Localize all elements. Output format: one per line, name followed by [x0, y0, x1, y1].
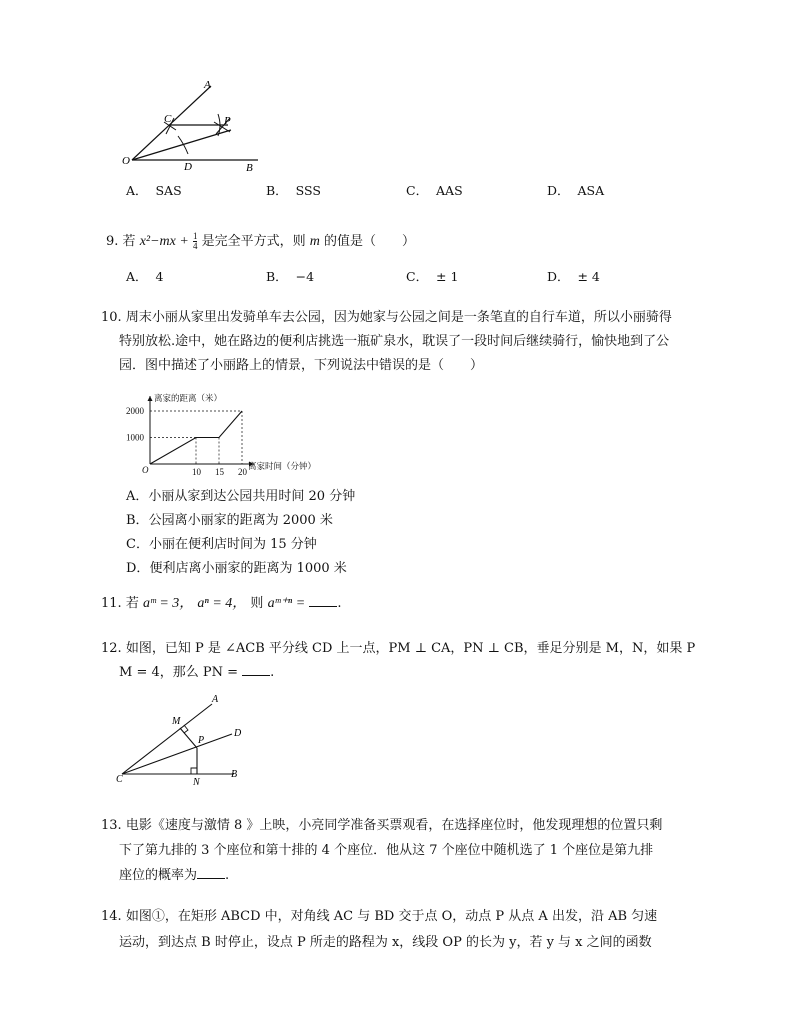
- fig2-label-d: D: [234, 728, 242, 739]
- question-14: 14. 如图①，在矩形 ABCD 中，对角线 AC 与 BD 交于点 O，动点 P 从点 A 出发，沿 AB 匀速 运动，到达点 B 时停止，设点 P 所走的路程为 x，线段 OP 的长为 y，若 y 与 x 之间的函数: [101, 909, 658, 950]
- question-11: 11. 若 aᵐ = 3， aⁿ = 4， 则 aᵐ⁺ⁿ = .: [101, 592, 341, 616]
- q13-answer-blank[interactable]: [197, 864, 225, 879]
- y-axis-arrow: [148, 396, 153, 401]
- question-10: 10. 周末小丽从家里出发骑单车去公园，因为她家与公园之间是一条笔直的自行车道，所以小丽骑得 特别放松.途中，她在路边的便利店挑选一瓶矿泉水，耽误了一段时间后继续骑行，愉快地到了公 园．图中描述了小丽路上的情景，下列说法中错误的是（ ）: [101, 310, 672, 373]
- question-13: 13. 电影《速度与激情 8 》上映，小亮同学准备买票观看，在选择座位时，他发现理想的位置只剩 下了第九排的 3 个座位和第十排的 4 个座位．他从这 7 个座位中随机选了 1 个座位是第九排 座位的概率为 .: [101, 818, 663, 883]
- x-axis-label: 离家时间（分钟）: [248, 461, 317, 471]
- q11-answer-blank[interactable]: [309, 592, 337, 607]
- fig1-label-d: D: [184, 161, 192, 173]
- q8-option-b[interactable]: B． SSS: [266, 183, 321, 198]
- q10-option-a[interactable]: A．小丽从家到达公园共用时间 20 分钟: [126, 489, 356, 504]
- fig2-label-c: C: [116, 774, 123, 785]
- q12-answer-blank[interactable]: [242, 661, 270, 676]
- q8-option-d[interactable]: D． ASA: [547, 183, 605, 198]
- fig2-label-a: A: [212, 694, 219, 705]
- q10-option-c[interactable]: C．小丽在便利店时间为 15 分钟: [126, 537, 317, 552]
- q8-option-a[interactable]: A． SAS: [126, 183, 182, 198]
- fig2-label-p: P: [198, 735, 205, 746]
- q14-number: 14.: [101, 909, 122, 924]
- x-tick-label-15: 15: [215, 467, 224, 477]
- fig1-label-a: A: [204, 79, 211, 91]
- fig2-label-b: B: [231, 769, 238, 780]
- distance-time-chart: [124, 390, 344, 480]
- q9-option-a[interactable]: A． 4: [126, 269, 164, 284]
- fig1-label-o: O: [122, 155, 130, 167]
- question-9: 9. 若 x²−mx + $\frac{1}{4}$ 是完全平方式，则 m 的值是（ ）: [106, 231, 416, 251]
- fig1-label-c: C: [164, 113, 172, 125]
- q13-number: 13.: [101, 818, 122, 833]
- q10-option-b[interactable]: B．公园离小丽家的距离为 2000 米: [126, 513, 333, 528]
- q9-options: [126, 267, 626, 287]
- x-tick-label-10: 10: [192, 467, 201, 477]
- figure-angle-construction: [118, 78, 268, 178]
- q11-number: 11.: [101, 596, 122, 611]
- q10-options: [126, 485, 355, 581]
- figure-angle-bisector: [114, 690, 254, 790]
- y-tick-label-1000: 1000: [126, 432, 144, 443]
- origin-label: O: [142, 465, 149, 475]
- q9-fraction: $\frac{1}{4}$: [192, 231, 198, 251]
- x-tick-label-20: 20: [238, 467, 247, 477]
- fig1-label-p: P: [224, 115, 231, 127]
- fig2-label-m: M: [172, 716, 181, 727]
- q10-number: 10.: [101, 310, 122, 325]
- fig1-label-b: B: [246, 162, 253, 174]
- q9-option-d[interactable]: D． ± 4: [547, 269, 600, 284]
- q9-option-c[interactable]: C． ± 1: [406, 269, 459, 284]
- q10-option-d[interactable]: D．便利店离小丽家的距离为 1000 米: [126, 561, 347, 576]
- q8-option-c[interactable]: C． AAS: [406, 183, 463, 198]
- y-tick-label-2000: 2000: [126, 406, 144, 416]
- q9-number: 9.: [106, 234, 119, 249]
- y-axis-label: 离家的距离（米）: [154, 393, 223, 403]
- q9-option-b[interactable]: B． −4: [266, 269, 315, 284]
- q12-number: 12.: [101, 641, 122, 656]
- fig2-label-n: N: [193, 777, 200, 788]
- q8-options: [126, 181, 626, 201]
- question-12: 12. 如图，已知 P 是 ∠ACB 平分线 CD 上一点，PM ⊥ CA，PN ⊥ CB，垂足分别是 M，N，如果 P M = 4，那么 PN = .: [101, 641, 696, 680]
